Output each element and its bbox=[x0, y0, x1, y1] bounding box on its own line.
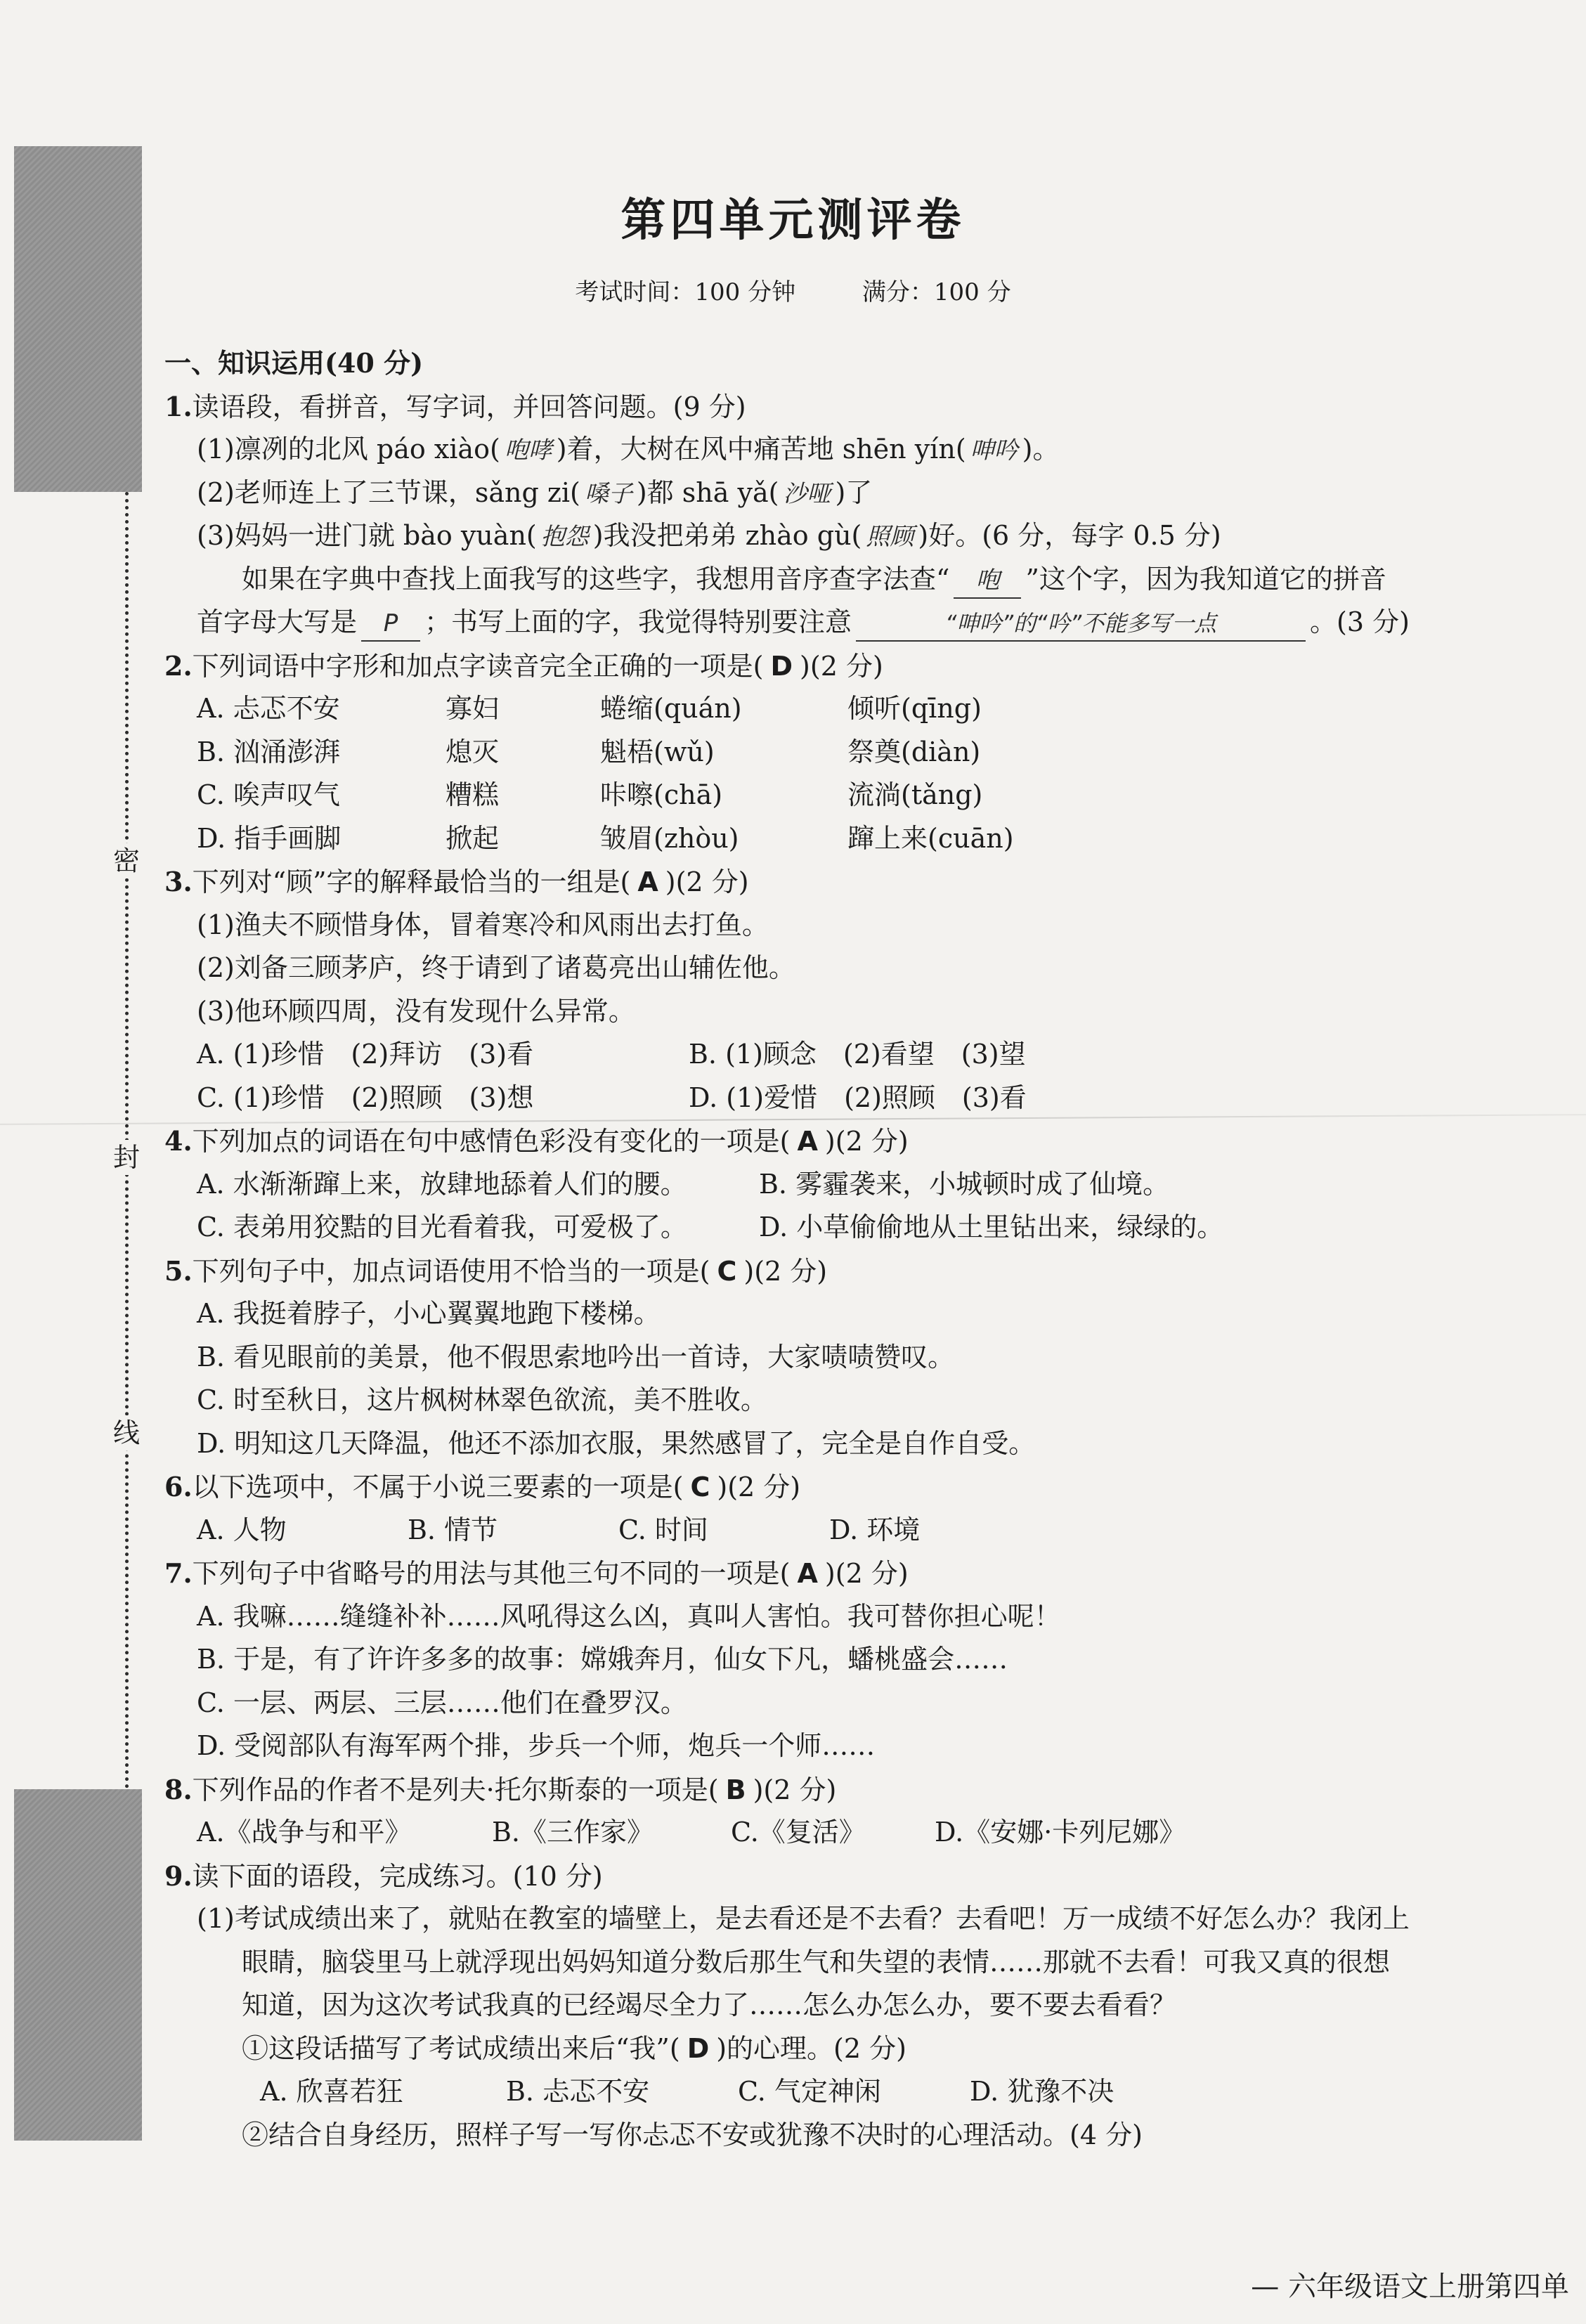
q3-stem: 3.下列对“顾”字的解释最恰当的一组是( A )(2 分) bbox=[164, 866, 749, 897]
seal-char-xian: 线 bbox=[111, 1415, 142, 1450]
q2-stem: 2.下列词语中字形和加点字读音完全正确的一项是( D )(2 分) bbox=[164, 649, 883, 682]
q9-subquestion-1: ①这段话描写了考试成绩出来后“我”( D )的心理。(2 分) bbox=[242, 2032, 906, 2064]
q2-row-a: A. 忐忑不安 寡妇 蜷缩(quán) 倾听(qīng) bbox=[197, 693, 982, 724]
q1-answer-note: “呻吟”的“吟”不能多写一点 bbox=[856, 606, 1306, 642]
q5-option-d: D. 明知这几天降温，他还不添加衣服，果然感冒了，完全是自作自受。 bbox=[197, 1427, 1036, 1459]
q7-option-a: A. 我嘛……缝缝补补……风吼得这么凶，真叫人害怕。我可替你担心呢！ bbox=[197, 1600, 1061, 1632]
q9-options: A. 欣喜若狂 B. 忐忑不安 C. 气定神闲 D. 犹豫不决 bbox=[260, 2076, 1114, 2107]
q1-line1: (1)凛冽的北风 páo xiào( 咆哮 )着，大树在风中痛苦地 shēn yín( 呻吟 )。 bbox=[197, 434, 1060, 465]
q9-answer: D bbox=[687, 2032, 710, 2064]
exam-score: 满分：100 分 bbox=[862, 278, 1011, 306]
q9-stem: 9.读下面的语段，完成练习。(10 分) bbox=[164, 1859, 603, 1892]
q6-answer: C bbox=[690, 1472, 710, 1502]
q8-answer: B bbox=[725, 1774, 746, 1805]
q3-options-ab: A. (1)珍惜 (2)拜访 (3)看 B. (1)顾念 (2)看望 (3)望 bbox=[197, 1039, 1026, 1070]
q4-stem: 4.下列加点的词语在句中感情色彩没有变化的一项是( A )(2 分) bbox=[164, 1125, 909, 1157]
q3-options-cd: C. (1)珍惜 (2)照顾 (3)想 D. (1)爱惜 (2)照顾 (3)看 bbox=[197, 1082, 1027, 1113]
q8-stem: 8.下列作品的作者不是列夫·托尔斯泰的一项是( B )(2 分) bbox=[164, 1773, 837, 1805]
q1-line2: (2)老师连上了三节课，sǎng zi( 嗓子 )都 shā yǎ( 沙哑 )了 bbox=[197, 476, 873, 508]
q7-option-b: B. 于是，有了许许多多的故事：嫦娥奔月，仙女下凡，蟠桃盛会…… bbox=[197, 1644, 1008, 1675]
q2-row-c: C. 唉声叹气 糟糕 咔嚓(chā) 流淌(tǎng) bbox=[197, 779, 983, 810]
q1-answer-shaya: 沙哑 bbox=[783, 479, 831, 508]
q1-answer-sangzi: 嗓子 bbox=[584, 479, 632, 508]
q9-passage-line3: 知道，因为这次考试我真的已经竭尽全力了……怎么办怎么办，要不要去看看？ bbox=[242, 1989, 1177, 2020]
q2-answer: D bbox=[770, 650, 793, 682]
q2-row-b: B. 汹涌澎湃 熄灭 魁梧(wǔ) 祭奠(diàn) bbox=[197, 736, 981, 767]
q4-answer: A bbox=[797, 1126, 818, 1157]
seal-char-mi: 密 bbox=[111, 843, 142, 878]
q6-stem: 6.以下选项中，不属于小说三要素的一项是( C )(2 分) bbox=[164, 1471, 801, 1502]
q5-answer: C bbox=[717, 1255, 737, 1287]
page-footer: — 六年级语文上册第四单 bbox=[1251, 2271, 1569, 2303]
q5-option-a: A. 我挺着脖子，小心翼翼地跑下楼梯。 bbox=[197, 1298, 661, 1329]
q5-option-b: B. 看见眼前的美景，他不假思索地吟出一首诗，大家啧啧赞叹。 bbox=[197, 1341, 955, 1372]
q3-answer: A bbox=[637, 866, 658, 897]
q7-option-d: D. 受阅部队有海军两个排，步兵一个师，炮兵一个师…… bbox=[197, 1730, 876, 1761]
q1-answer-initial: P bbox=[361, 606, 420, 642]
section-title: 一、知识运用(40 分) bbox=[164, 347, 424, 379]
q9-subquestion-2: ②结合自身经历，照样子写一写你忐忑不安或犹豫不决时的心理活动。(4 分) bbox=[242, 2119, 1143, 2150]
q4-options-cd: C. 表弟用狡黠的目光看着我，可爱极了。 D. 小草偷偷地从土里钻出来，绿绿的。 bbox=[197, 1212, 1224, 1242]
exam-meta bbox=[0, 273, 1586, 307]
margin-shade-bottom bbox=[14, 1789, 142, 2141]
q1-answer-baoyuan: 抱怨 bbox=[540, 523, 589, 551]
q1-para1: 如果在字典中查找上面我写的这些字，我想用音序查字法查“ 咆 ”这个字，因为我知道它的拼音 bbox=[164, 558, 1542, 602]
q8-options: A.《战争与和平》 B.《三作家》 C.《复活》 D.《安娜·卡列尼娜》 bbox=[197, 1817, 1186, 1848]
q1-answer-shenyin: 呻吟 bbox=[970, 436, 1018, 465]
q1-answer-paoxiao: 咆哮 bbox=[504, 436, 552, 465]
q1-stem: 1.读语段，看拼音，写字词，并回答问题。(9 分) bbox=[164, 390, 746, 422]
q9-passage-line2: 眼睛，脑袋里马上就浮现出妈妈知道分数后那生气和失望的表情……那就不去看！可我又真的很想 bbox=[242, 1946, 1391, 1978]
q1-answer-zhaogu: 照顾 bbox=[866, 523, 914, 551]
q3-sentence-3: (3)他环顾四周，没有发现什么异常。 bbox=[197, 995, 635, 1027]
q1-answer-char: 咆 bbox=[954, 564, 1021, 599]
q3-sentence-1: (1)渔夫不顾惜身体，冒着寒冷和风雨出去打鱼。 bbox=[197, 909, 769, 940]
q9-passage-line1: (1)考试成绩出来了，就贴在教室的墙壁上，是去看还是不去看？去看吧！万一成绩不好怎么办？我闭上 bbox=[197, 1903, 1410, 1934]
q6-options: A. 人物 B. 情节 C. 时间 D. 环境 bbox=[197, 1514, 921, 1545]
q5-option-c: C. 时至秋日，这片枫树林翠色欲流，美不胜收。 bbox=[197, 1384, 767, 1415]
q1-para2: 首字母大写是 P ；书写上面的字，我觉得特别要注意 “呻吟”的“吟”不能多写一点 。(3 分) bbox=[164, 601, 1542, 644]
q7-stem: 7.下列句子中省略号的用法与其他三句不同的一项是( A )(2 分) bbox=[164, 1557, 909, 1589]
q4-options-ab: A. 水渐渐蹿上来，放肆地舔着人们的腰。 B. 雾霾袭来，小城顿时成了仙境。 bbox=[197, 1168, 1170, 1200]
q2-row-d: D. 指手画脚 掀起 皱眉(zhòu) 蹿上来(cuān) bbox=[197, 822, 1014, 854]
q3-sentence-2: (2)刘备三顾茅庐，终于请到了诸葛亮出山辅佐他。 bbox=[197, 952, 795, 983]
q7-option-c: C. 一层、两层、三层……他们在叠罗汉。 bbox=[197, 1687, 687, 1718]
q1-line3: (3)妈妈一进门就 bào yuàn( 抱怨 )我没把弟弟 zhào gù( 照顾 )好。(6 分，每字 0.5 分) bbox=[197, 520, 1221, 551]
exam-content bbox=[164, 342, 1542, 2157]
page-title: 第四单元测评卷 bbox=[620, 194, 966, 247]
q7-answer: A bbox=[797, 1558, 818, 1589]
exam-time: 考试时间：100 分钟 bbox=[575, 278, 796, 306]
seal-char-feng: 封 bbox=[111, 1140, 142, 1175]
q5-stem: 5.下列句子中，加点词语使用不恰当的一项是( C )(2 分) bbox=[164, 1254, 828, 1287]
